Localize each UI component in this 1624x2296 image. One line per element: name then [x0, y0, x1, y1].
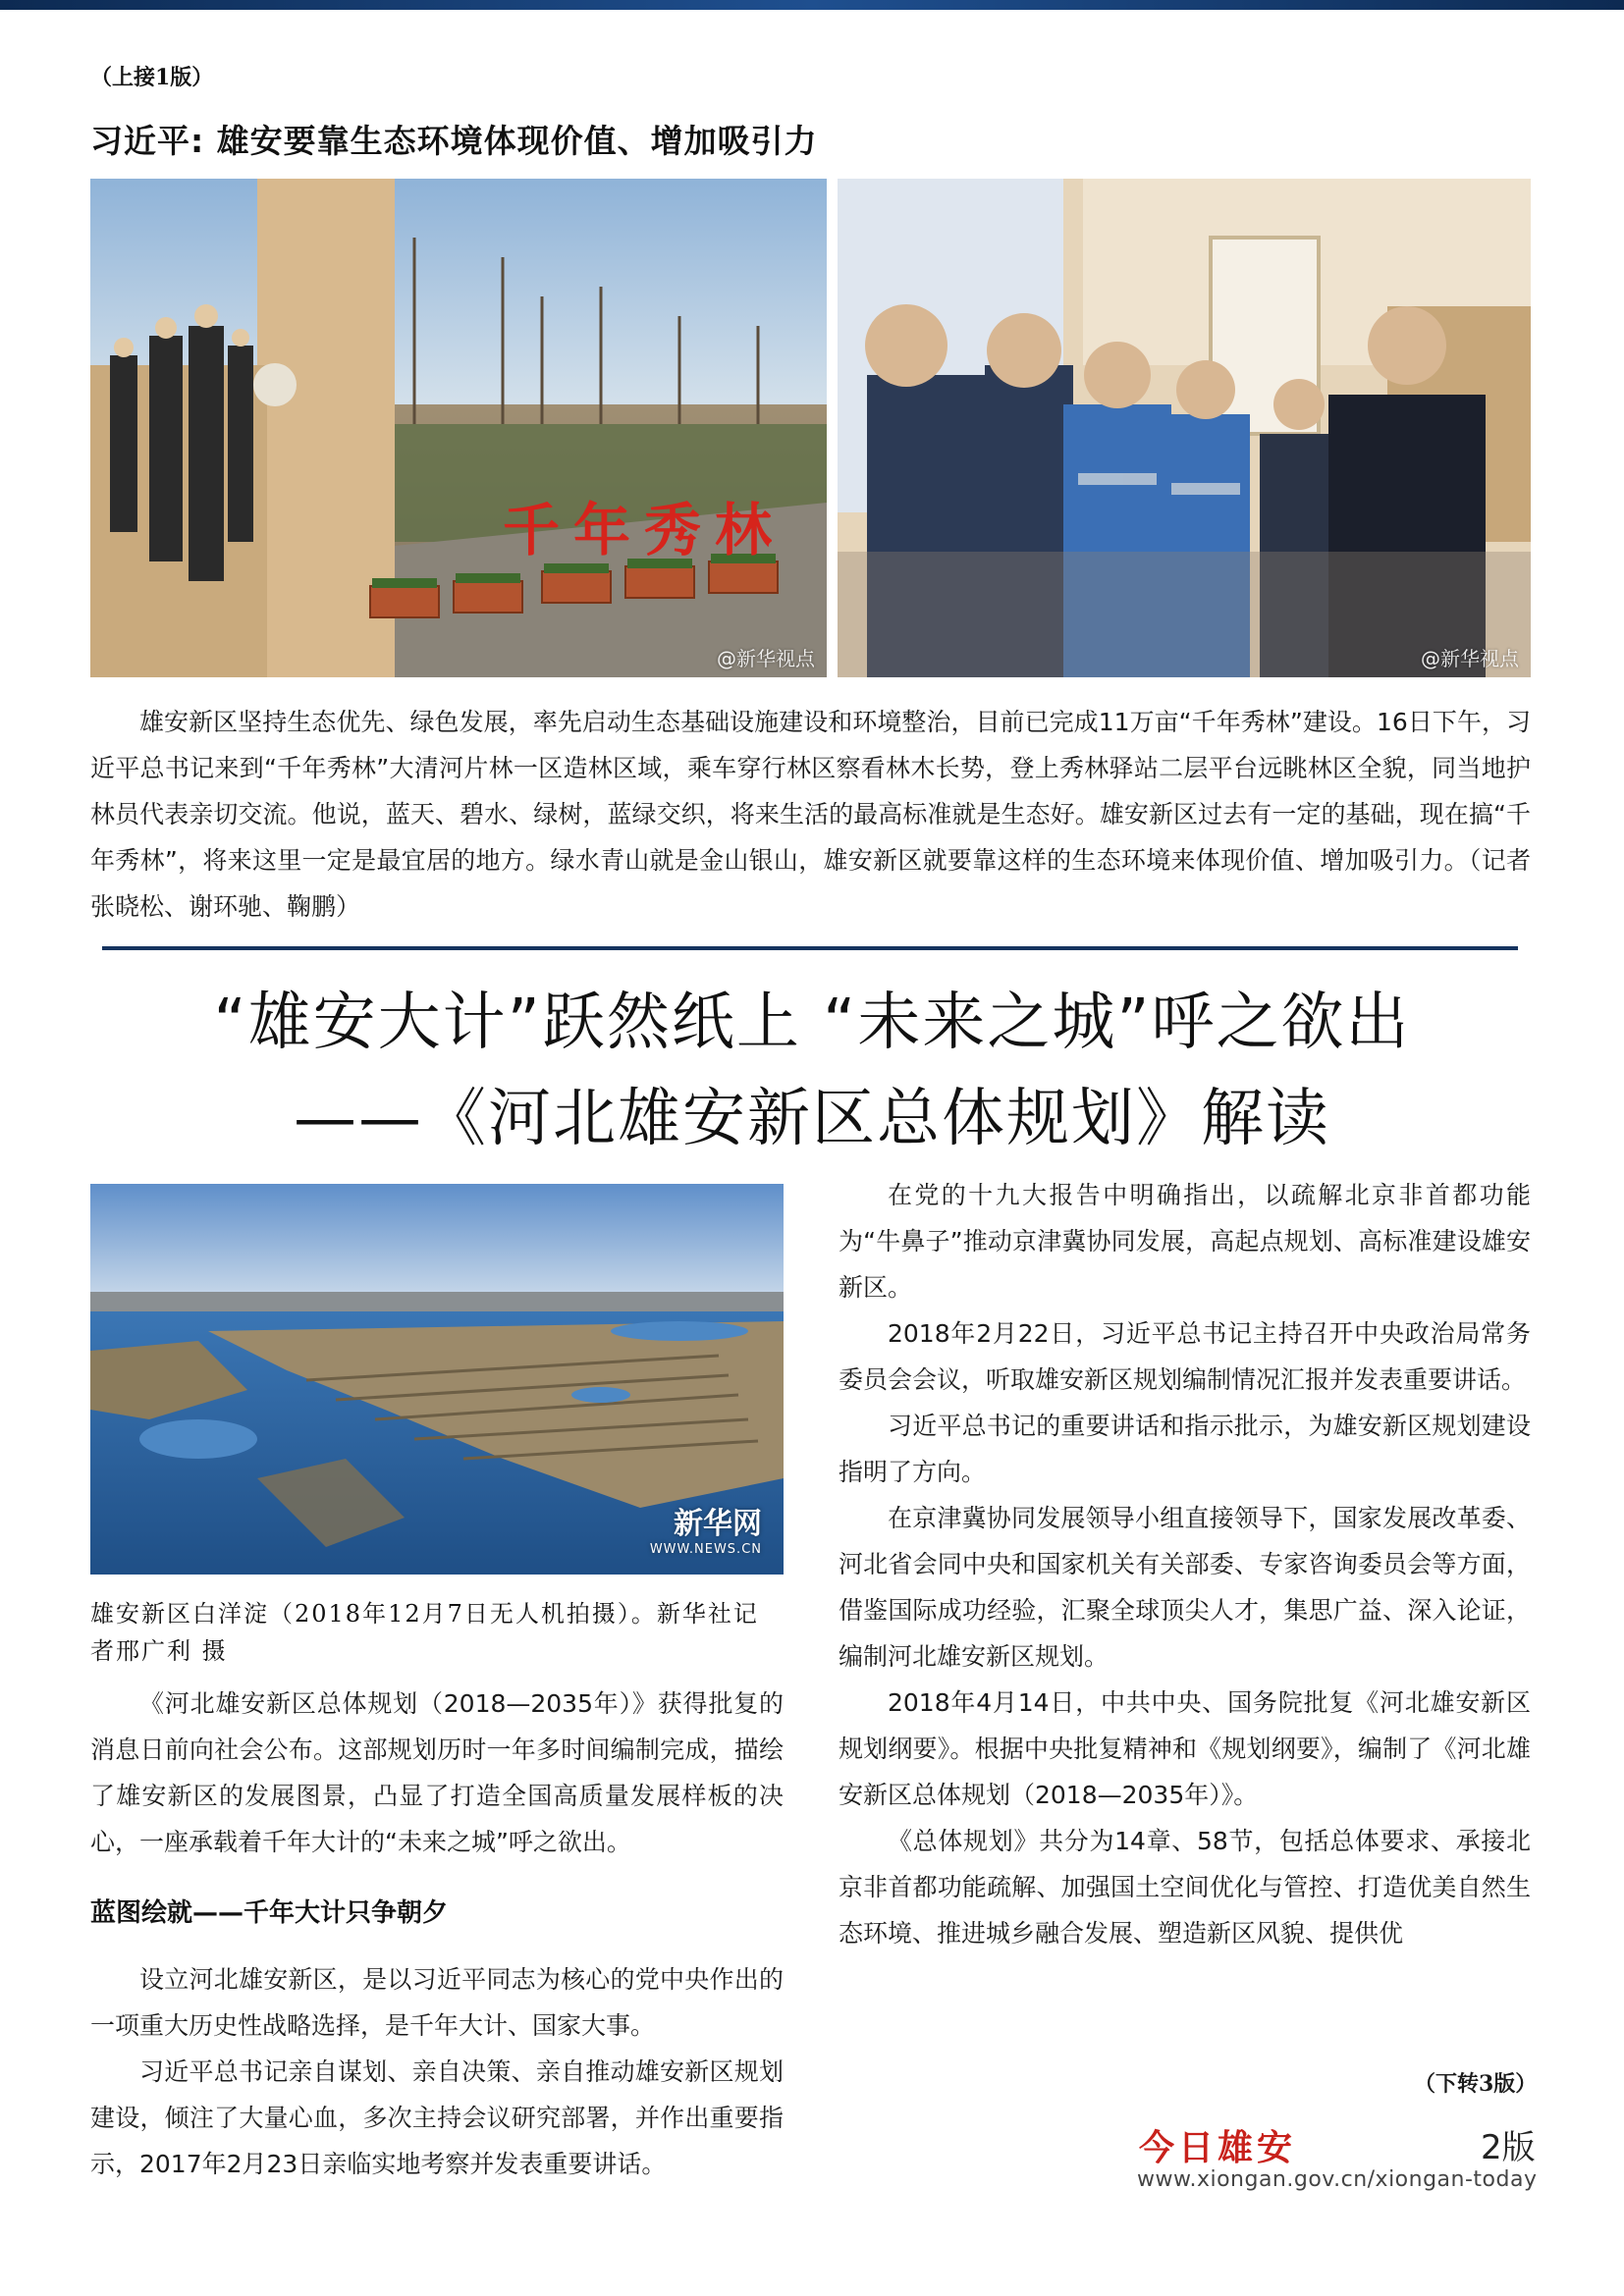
continued-from-label: （上接1版）: [90, 65, 214, 90]
feature-subhead: 蓝图绘就——千年大计只争朝夕: [90, 1898, 449, 1928]
feature-right-paragraph: 《总体规划》共分为14章、58节，包括总体要求、承接北京非首都功能疏解、加强国土空间优化与管控、打造优美自然生态环境、推进城乡融合发展、塑造新区风貌、提供优: [839, 1827, 1531, 1948]
feature-left-paragraph: 设立河北雄安新区，是以习近平同志为核心的党中央作出的一项重大历史性战略选择，是千年大计、国家大事。: [90, 1965, 784, 2040]
feature-right-column: [839, 1172, 1531, 1956]
feature-left-paragraph: 《河北雄安新区总体规划（2018—2035年）》获得批复的消息日前向社会公布。这部规划历时一年多时间编制完成，描绘了雄安新区的发展图景，凸显了打造全国高质量发展样板的决心，一座承载着千年大计的“未来之城”呼之欲出。: [90, 1689, 784, 1856]
feature-right-paragraph: 2018年2月22日，习近平总书记主持召开中央政治局常务委员会会议，听取雄安新区规划编制情况汇报并发表重要讲话。: [839, 1319, 1531, 1394]
forest-photo: [90, 179, 827, 677]
xinhua-logo: [650, 1499, 762, 1557]
feature-right-paragraph: 2018年4月14日，中共中央、国务院批复《河北雄安新区规划纲要》。根据中央批复精神和《规划纲要》，编制了《河北雄安新区总体规划（2018—2035年）》。: [839, 1688, 1531, 1809]
feature-right-paragraph: 在京津冀协同发展领导小组直接领导下，国家发展改革委、河北省会同中央和国家机关有关部委、专家咨询委员会等方面，借鉴国际成功经验，汇聚全球顶尖人才，集思广益、深入论证，编制河北雄安新区规划。: [839, 1504, 1531, 1671]
baiyangdian-aerial-photo: [90, 1184, 784, 1575]
top-article-body: 雄安新区坚持生态优先、绿色发展，率先启动生态基础设施建设和环境整治，目前已完成11万亩“千年秀林”建设。16日下午，习近平总书记来到“千年秀林”大清河片林一区造林区域，乘车穿行林区察看林木长势，登上秀林驿站二层平台远眺林区全貌，同当地护林员代表亲切交流。他说，蓝天、碧水、绿树，蓝绿交织，将来生活的最高标准就是生态好。雄安新区过去有一定的基础，现在搞“千年秀林”，将来这里一定是最宜居的地方。绿水青山就是金山银山，雄安新区就要靠这样的生态环境来体现价值、增加吸引力。（记者张晓松、谢环驰、鞠鹏）: [90, 708, 1531, 921]
continued-to-label: （下转3版）: [1414, 2071, 1538, 2097]
handshake-photo: [838, 179, 1531, 677]
footer-url: www.xiongan.gov.cn/xiongan-today: [1137, 2167, 1538, 2192]
forest-sign-text: 千年秀林: [503, 497, 786, 563]
section-divider: [102, 946, 1518, 950]
feature-title-line2: ——《河北雄安新区总体规划》解读: [294, 1083, 1330, 1155]
top-color-bar: [0, 0, 1624, 10]
photo-caption: 雄安新区白洋淀（2018年12月7日无人机拍摄）。新华社记者邢广利 摄: [90, 1600, 759, 1665]
xinhua-logo-en: WWW.NEWS.CN: [649, 1542, 762, 1557]
photo1-watermark: @新华视点: [717, 647, 815, 670]
edition-number: 2版: [1481, 2128, 1536, 2167]
feature-right-paragraph: 习近平总书记的重要讲话和指示批示，为雄安新区规划建设指明了方向。: [839, 1412, 1531, 1486]
feature-left-paragraph: 习近平总书记亲自谋划、亲自决策、亲自推动雄安新区规划建设，倾注了大量心血，多次主持会议研究部署，并作出重要指示，2017年2月23日亲临实地考察并发表重要讲话。: [90, 2057, 784, 2178]
feature-left-column: [90, 1681, 784, 2187]
feature-right-paragraph: 在党的十九大报告中明确指出，以疏解北京非首都功能为“牛鼻子”推动京津冀协同发展，高起点规划、高标准建设雄安新区。: [839, 1181, 1531, 1302]
photo2-watermark: @新华视点: [1421, 647, 1519, 670]
xinhua-logo-cn: 新华网: [674, 1507, 762, 1541]
feature-title-line1: “雄安大计”跃然纸上 “未来之城”呼之欲出: [213, 987, 1411, 1059]
brand-logo: 今日雄安: [1139, 2127, 1297, 2168]
top-article-headline: 习近平: 雄安要靠生态环境体现价值、增加吸引力: [90, 122, 818, 160]
